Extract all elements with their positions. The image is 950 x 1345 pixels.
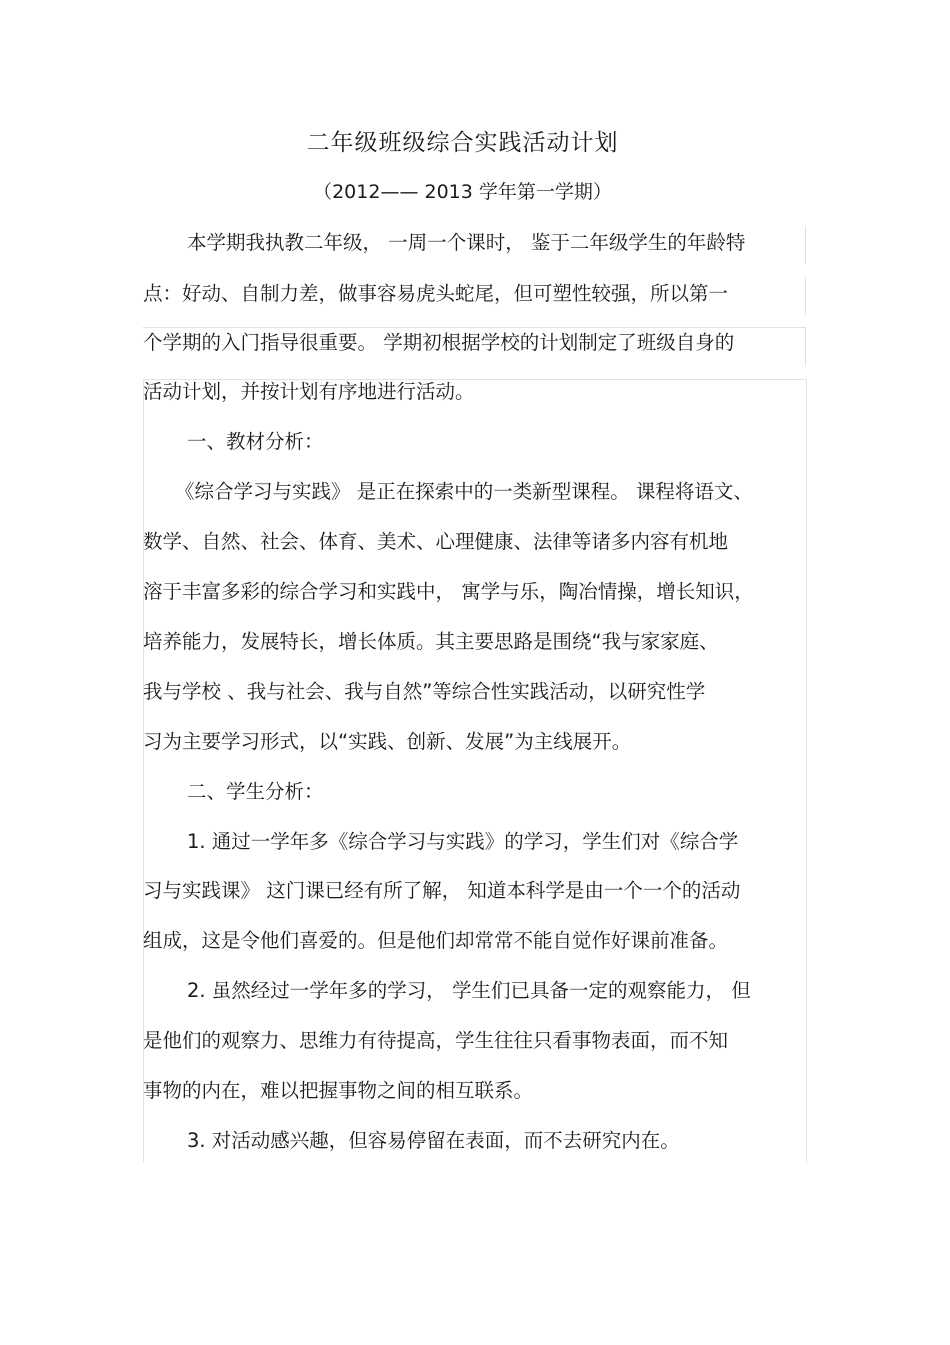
text-line: 3. 对活动感兴趣，但容易停留在表面，而不去研究内在。	[187, 1129, 680, 1152]
section-heading: 二、学生分析：	[187, 780, 324, 803]
text-line: 2. 虽然经过一学年多的学习， 学生们已具备一定的观察能力， 但	[187, 979, 751, 1002]
section-heading: 一、教材分析：	[187, 430, 324, 453]
text-line: 溶于丰富多彩的综合学习和实践中， 寓学与乐，陶冶情操，增长知识，	[143, 580, 754, 603]
text-line: 是他们的观察力、思维力有待提高，学生往往只看事物表面，而不知	[143, 1029, 729, 1052]
text-line: 组成，这是令他们喜爱的。但是他们却常常不能自觉作好课前准备。	[143, 929, 729, 952]
text-line: 本学期我执教二年级， 一周一个课时， 鉴于二年级学生的年龄特	[187, 231, 746, 254]
text-line: 事物的内在，难以把握事物之间的相互联系。	[143, 1079, 534, 1102]
text-line: 《综合学习与实践》 是正在探索中的一类新型课程。 课程将语文、	[175, 480, 753, 503]
text-line: 习为主要学习形式，以“实践、创新、发展”为主线展开。	[143, 730, 632, 753]
document-subtitle: （2012—— 2013 学年第一学期）	[313, 181, 612, 203]
text-line: 培养能力，发展特长，增长体质。其主要思路是围绕“我与家家庭、	[143, 630, 719, 653]
document-title: 二年级班级综合实践活动计划	[306, 130, 619, 156]
text-line: 活动计划，并按计划有序地进行活动。	[143, 380, 475, 403]
text-line: 习与实践课》 这门课已经有所了解， 知道本科学是由一个一个的活动	[143, 879, 741, 902]
text-line: 个学期的入门指导很重要。 学期初根据学校的计划制定了班级自身的	[143, 331, 735, 354]
text-line: 数学、自然、社会、体育、美术、心理健康、法律等诸多内容有机地	[143, 530, 729, 553]
text-line: 1. 通过一学年多《综合学习与实践》的学习，学生们对《综合学	[187, 830, 739, 853]
text-line: 我与学校 、我与社会、我与自然”等综合性实践活动，以研究性学	[143, 680, 706, 703]
text-line: 点：好动、自制力差，做事容易虎头蛇尾，但可塑性较强，所以第一	[143, 282, 729, 305]
